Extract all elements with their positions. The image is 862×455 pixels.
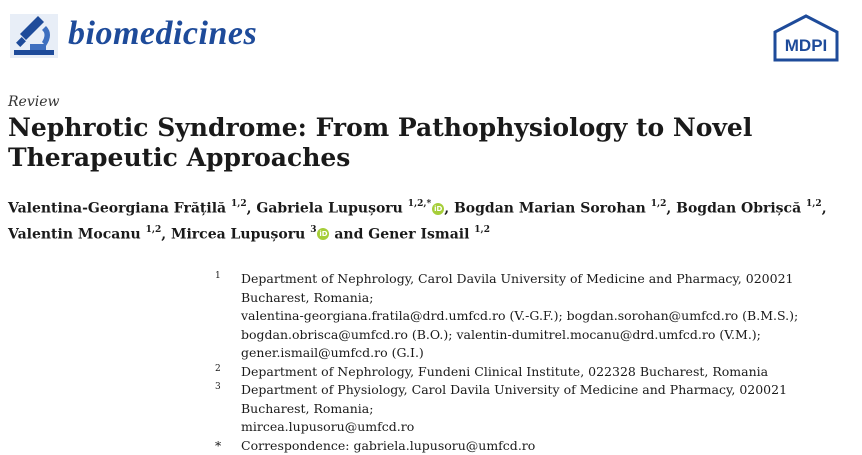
mdpi-logo-icon (771, 14, 841, 62)
author-affiliation-mark: 1,2 (806, 199, 822, 209)
affiliation-line[interactable]: bogdan.obrisca@umfcd.ro (B.O.); valentin-dumitrel.mocanu@drd.umfcd.ro (V.M.); (241, 326, 854, 345)
separator: , (444, 201, 449, 217)
affiliation-item (214, 363, 854, 382)
author-affiliation-mark: 1,2 (474, 225, 490, 235)
affiliation-line[interactable]: gener.ismail@umfcd.ro (G.I.) (241, 344, 854, 363)
author-name[interactable]: Gener Ismail (368, 226, 469, 242)
affiliation-line[interactable]: mircea.lupusoru@umfcd.ro (241, 418, 854, 437)
author-name[interactable]: Gabriela Lupușoru (256, 201, 402, 217)
orcid-icon[interactable]: iD (432, 203, 444, 215)
author-affiliation-mark: 3 (310, 225, 316, 235)
author-name[interactable]: Valentina-Georgiana Frățilă (8, 201, 226, 217)
affiliation-line: Department of Nephrology, Carol Davila University of Medicine and Pharmacy, 020021 Bucharest, Romania; (241, 270, 854, 307)
affiliation-mark: 2 (214, 360, 241, 379)
author-affiliation-mark: 1,2 (146, 225, 162, 235)
affiliation-item (214, 437, 854, 455)
author-name[interactable]: Bogdan Marian Sorohan (454, 201, 646, 217)
affiliations-list (214, 270, 854, 455)
separator: , (666, 201, 671, 217)
author-name[interactable]: Valentin Mocanu (8, 226, 141, 242)
article-title: Nephrotic Syndrome: From Pathophysiology to Novel Therapeutic Approaches (8, 113, 848, 173)
journal-name: biomedicines (68, 15, 257, 53)
mdpi-logo (771, 14, 841, 62)
pipette-microscope-icon (8, 12, 60, 60)
orcid-icon[interactable]: iD (317, 228, 329, 240)
affiliation-mark: 3 (214, 378, 241, 434)
article-type: Review (8, 94, 59, 110)
author-affiliation-mark: 1,2 (231, 199, 247, 209)
separator: , (247, 201, 252, 217)
affiliation-item (214, 381, 854, 437)
correspondence-line[interactable]: Correspondence: gabriela.lupusoru@umfcd.ro (241, 437, 854, 455)
separator: and (334, 226, 363, 242)
affiliation-item (214, 270, 854, 363)
affiliation-line[interactable]: valentina-georgiana.fratila@drd.umfcd.ro (V.-G.F.); bogdan.sorohan@umfcd.ro (B.M.S.); (241, 307, 854, 326)
affiliation-line: Department of Physiology, Carol Davila University of Medicine and Pharmacy, 020021 Bucharest, Romania; (241, 381, 854, 418)
mdpi-logo-text: MDPI (785, 36, 828, 55)
correspondence-mark: * (214, 437, 241, 455)
separator: , (822, 201, 827, 217)
affiliation-line: Department of Nephrology, Fundeni Clinical Institute, 022328 Bucharest, Romania (241, 363, 854, 382)
affiliation-mark: 1 (214, 267, 241, 360)
author-name[interactable]: Bogdan Obrișcă (676, 201, 801, 217)
author-affiliation-mark: 1,2,* (408, 199, 432, 209)
author-list (8, 194, 848, 245)
author-name[interactable]: Mircea Lupușoru (171, 226, 305, 242)
separator: , (161, 226, 166, 242)
author-affiliation-mark: 1,2 (651, 199, 667, 209)
